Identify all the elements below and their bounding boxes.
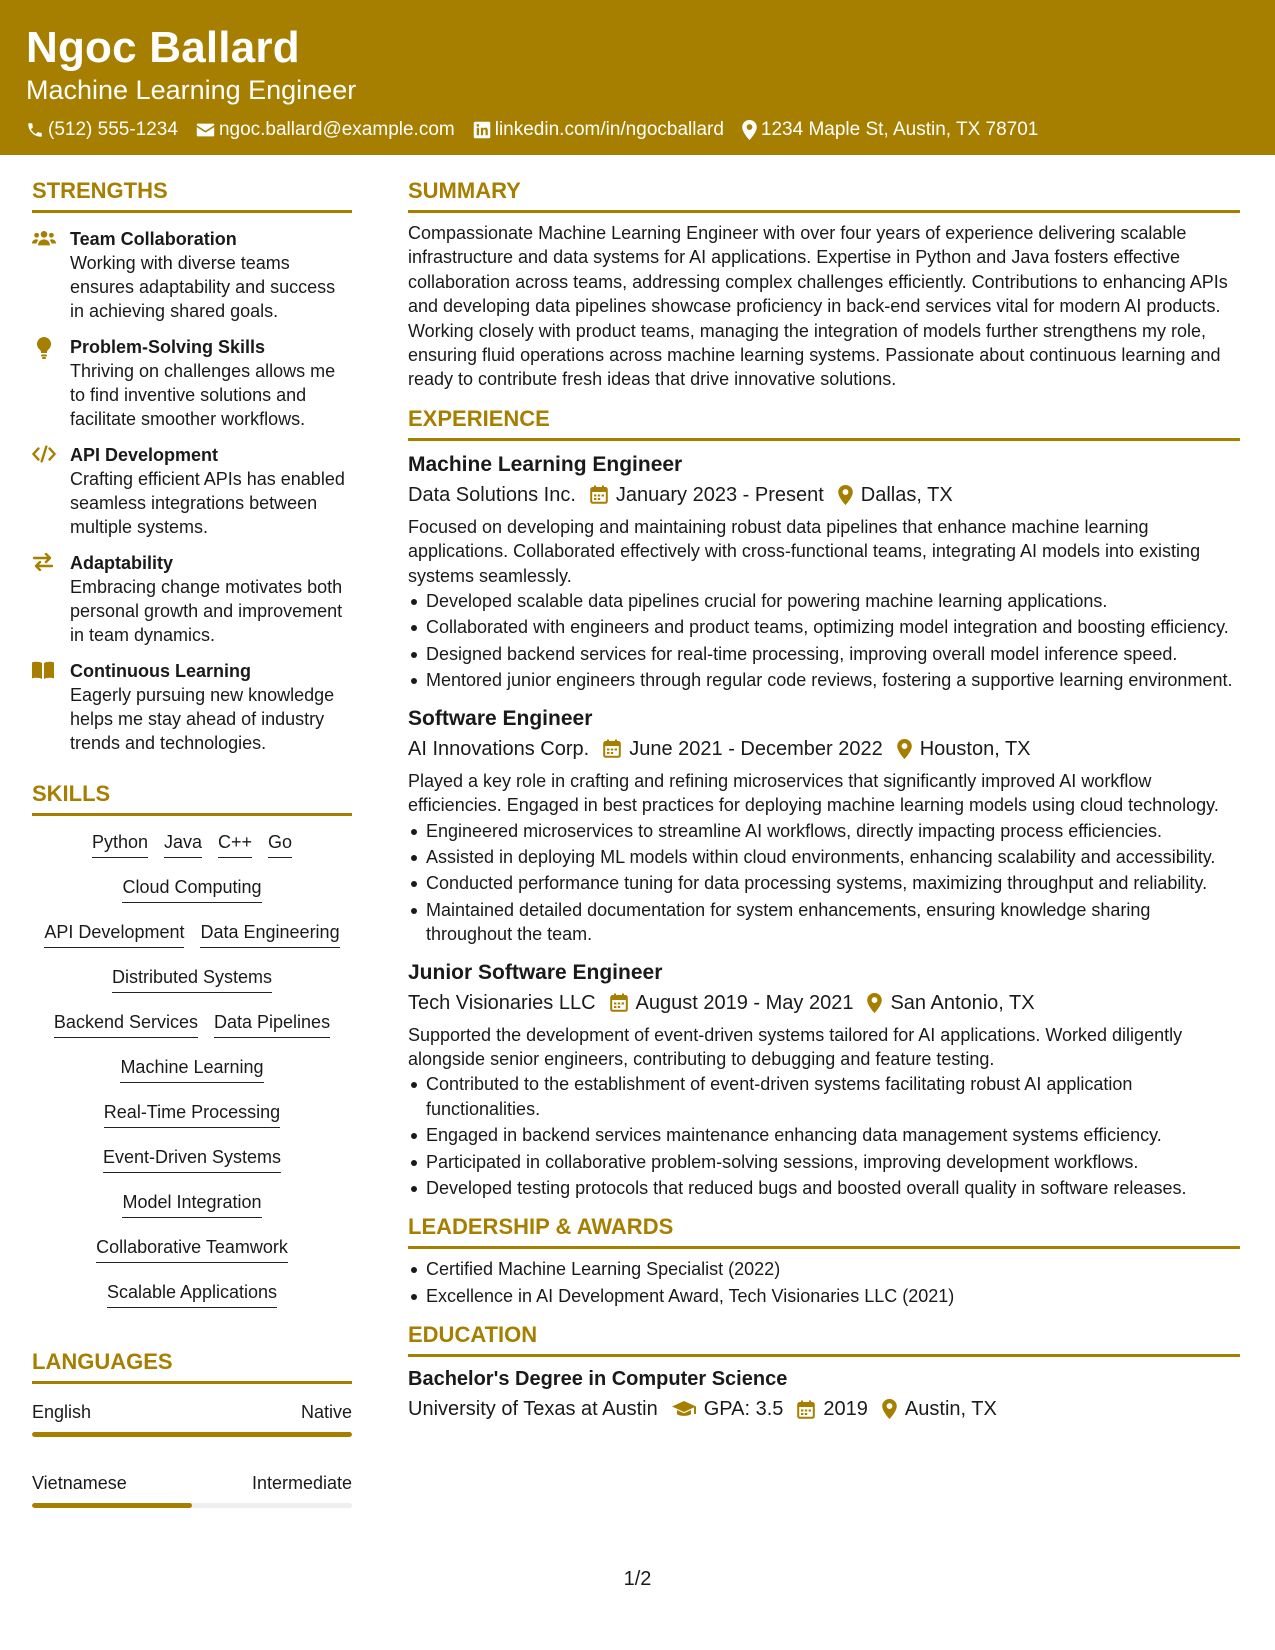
skill-row: [32, 1278, 352, 1323]
language-item: [32, 1400, 352, 1437]
education-entry: [408, 1365, 1240, 1423]
skill-chip: API Development: [44, 918, 184, 948]
job-title: Junior Software Engineer: [408, 960, 663, 984]
skill-row: [32, 873, 352, 918]
company-name: Tech Visionaries LLC: [408, 991, 596, 1014]
map-marker-icon: [742, 120, 757, 140]
job-bullet: Engaged in backend services maintenance enhancing data management systems efficiency.: [408, 1123, 1240, 1147]
page-number: 1/2: [623, 1568, 652, 1590]
location-text: Dallas, TX: [860, 483, 953, 506]
strength-title: Problem-Solving Skills: [70, 337, 266, 357]
linkedin-icon: [473, 121, 491, 139]
skill-row: [32, 918, 352, 963]
skills-list: [32, 828, 352, 1323]
skill-chip: Distributed Systems: [112, 963, 272, 993]
job-bullet: Developed scalable data pipelines crucial for powering machine learning applications.: [408, 589, 1240, 613]
lightbulb-icon: [36, 337, 52, 359]
education-meta: [408, 1395, 1240, 1423]
candidate-role: Machine Learning Engineer: [26, 75, 357, 105]
right-column: [408, 178, 1240, 1423]
language-name: English: [32, 1402, 92, 1422]
strengths-list: [32, 227, 352, 755]
language-item: [32, 1471, 352, 1508]
left-column: [32, 178, 352, 1508]
company-name: Data Solutions Inc.: [408, 483, 576, 506]
skill-chip: Event-Driven Systems: [103, 1143, 281, 1173]
skill-chip: Go: [268, 828, 292, 858]
skill-chip: Data Pipelines: [214, 1008, 330, 1038]
contact-email[interactable]: [196, 118, 455, 142]
strength-item: [32, 335, 352, 431]
contact-bar: [26, 118, 1275, 142]
skill-row: [32, 1053, 352, 1098]
job-dates: [590, 481, 824, 509]
skill-row: [32, 1233, 352, 1278]
languages-heading: LANGUAGES: [32, 1349, 352, 1384]
strength-item: [32, 443, 352, 539]
strength-description: Working with diverse teams ensures adaptability and success in achieving shared goals.: [70, 253, 336, 321]
job-meta: [408, 735, 1240, 763]
proficiency-bar: [32, 1503, 352, 1508]
strength-description: Crafting efficient APIs has enabled seamless integrations between multiple systems.: [70, 469, 345, 537]
job-description: Focused on developing and maintaining robust data pipelines that enhance machine learning applications. Collaborated effectively with cross-functional teams, integrating AI models into existing systems seamlessly.: [408, 516, 1201, 586]
strength-title: Team Collaboration: [70, 229, 237, 249]
envelope-icon: [196, 122, 215, 138]
language-level: Intermediate: [251, 1473, 352, 1493]
job-bullet: Collaborated with engineers and product teams, optimizing model integration and boosting efficiency.: [408, 615, 1240, 639]
strength-description: Embracing change motivates both personal growth and improvement in team dynamics.: [70, 577, 343, 645]
job-bullet: Developed testing protocols that reduced bugs and boosted overall quality in software releases.: [408, 1176, 1240, 1200]
proficiency-bar: [32, 1432, 352, 1437]
linkedin-text: linkedin.com/in/ngocballard: [494, 119, 724, 140]
strength-title: Continuous Learning: [70, 661, 251, 681]
education-location: [882, 1395, 997, 1423]
job-bullet: Engineered microservices to streamline AI workflows, directly impacting process efficiencies.: [408, 819, 1240, 843]
job-bullet: Assisted in deploying ML models within cloud environments, enhancing scalability and accessibility.: [408, 845, 1240, 869]
resume-header: [0, 0, 1275, 155]
skill-chip: Backend Services: [54, 1008, 198, 1038]
skill-chip: Machine Learning: [120, 1053, 263, 1083]
job-bullet: Designed backend services for real-time processing, improving overall model inference speed.: [408, 642, 1240, 666]
skill-chip: Model Integration: [122, 1188, 261, 1218]
contact-linkedin[interactable]: [473, 118, 724, 142]
contact-phone: [26, 118, 178, 142]
job-meta: [408, 989, 1240, 1017]
calendar-icon: [603, 739, 621, 758]
graduation-cap-icon: [672, 1400, 696, 1418]
book-icon: [32, 661, 54, 679]
degree-title: Bachelor's Degree in Computer Science: [408, 1368, 788, 1391]
skill-row: [32, 1008, 352, 1053]
email-text: ngoc.ballard@example.com: [218, 119, 455, 140]
job-dates: [603, 735, 883, 763]
proficiency-fill: [32, 1503, 192, 1508]
awards-heading: LEADERSHIP & AWARDS: [408, 1214, 1240, 1249]
contact-address: [742, 118, 1038, 142]
dates-text: August 2019 - May 2021: [635, 991, 854, 1014]
awards-list: [408, 1257, 1240, 1308]
job-location: [867, 989, 1034, 1017]
language-level: Native: [300, 1402, 352, 1422]
skill-row: [32, 1188, 352, 1233]
candidate-name: Ngoc Ballard: [26, 23, 300, 72]
education-heading: EDUCATION: [408, 1322, 1240, 1357]
job-bullet: Mentored junior engineers through regular code reviews, fostering a supportive learning environment.: [408, 668, 1240, 692]
dates-text: June 2021 - December 2022: [629, 737, 883, 760]
address-text: 1234 Maple St, Austin, TX 78701: [760, 119, 1039, 140]
job-bullets: [408, 1072, 1240, 1200]
calendar-icon: [590, 485, 608, 504]
job-location: [838, 481, 953, 509]
map-marker-icon: [882, 1399, 897, 1419]
strength-item: [32, 551, 352, 647]
strength-title: Adaptability: [70, 553, 174, 573]
strength-title: API Development: [70, 445, 219, 465]
skill-chip: Cloud Computing: [122, 873, 261, 903]
strength-description: Eagerly pursuing new knowledge helps me stay ahead of industry trends and technologies.: [70, 685, 335, 753]
skill-chip: Python: [92, 828, 148, 858]
skill-row: [32, 1143, 352, 1188]
phone-text: (512) 555-1234: [48, 119, 178, 140]
map-marker-icon: [867, 993, 882, 1013]
job-title: Machine Learning Engineer: [408, 452, 683, 476]
job-entry: [408, 451, 1240, 693]
education-gpa: [672, 1395, 784, 1423]
job-bullet: Maintained detailed documentation for system enhancements, ensuring knowledge sharing throughout the team.: [408, 898, 1240, 947]
award-item: Excellence in AI Development Award, Tech Visionaries LLC (2021): [408, 1284, 1240, 1308]
job-bullets: [408, 819, 1240, 947]
map-marker-icon: [838, 485, 853, 505]
summary-heading: SUMMARY: [408, 178, 1240, 213]
strength-description: Thriving on challenges allows me to find inventive solutions and facilitate smoother workflows.: [70, 361, 336, 429]
skill-chip: Real-Time Processing: [104, 1098, 280, 1128]
strengths-heading: STRENGTHS: [32, 178, 352, 213]
school-name: University of Texas at Austin: [408, 1398, 658, 1421]
exchange-icon: [32, 553, 54, 571]
location-text: San Antonio, TX: [890, 991, 1035, 1014]
skill-row: [32, 828, 352, 873]
job-entry: [408, 959, 1240, 1201]
job-location: [897, 735, 1031, 763]
proficiency-fill: [32, 1432, 352, 1437]
company-name: AI Innovations Corp.: [408, 737, 590, 760]
year-text: 2019: [823, 1398, 868, 1421]
dates-text: January 2023 - Present: [615, 483, 824, 506]
users-icon: [32, 229, 56, 247]
location-text: Austin, TX: [904, 1398, 997, 1421]
experience-list: [408, 451, 1240, 1201]
strength-item: [32, 659, 352, 755]
job-description: Played a key role in crafting and refining microservices that significantly improved AI workflow efficiencies. Engaged in best practices for deploying machine learning models using cloud technology.: [408, 770, 1219, 816]
calendar-icon: [610, 993, 628, 1012]
job-bullet: Participated in collaborative problem-solving sessions, improving development workflows.: [408, 1150, 1240, 1174]
code-icon: [32, 445, 56, 463]
job-description: Supported the development of event-driven systems tailored for AI applications. Worked diligently alongside senior engineers, contributing to debugging and feature testing.: [408, 1024, 1183, 1069]
award-item: Certified Machine Learning Specialist (2022): [408, 1257, 1240, 1281]
skill-chip: C++: [218, 828, 252, 858]
map-marker-icon: [897, 739, 912, 759]
experience-heading: EXPERIENCE: [408, 406, 1240, 441]
job-entry: [408, 705, 1240, 947]
job-bullets: [408, 589, 1240, 693]
job-title: Software Engineer: [408, 706, 593, 730]
skill-chip: Java: [164, 828, 202, 858]
skills-heading: SKILLS: [32, 781, 352, 816]
summary-text: Compassionate Machine Learning Engineer with over four years of experience delivering scalable infrastructure and data systems for AI applications. Expertise in Python and Java fosters effective collaboration across teams, addressing complex challenges efficiently. Contributions to enhancing APIs and developing data pipelines showcase proficiency in back-end services vital for modern AI products. Working closely with product teams, managing the integration of models further strengthens my role, ensuring fluid operations across machine learning systems. Passionate about continuous learning and ready to contribute fresh ideas that drive innovative solutions.: [408, 223, 1228, 390]
calendar-icon: [797, 1400, 815, 1419]
gpa-text: GPA: 3.5: [703, 1398, 784, 1421]
skill-chip: Data Engineering: [200, 918, 339, 948]
location-text: Houston, TX: [919, 737, 1031, 760]
skill-row: [32, 1098, 352, 1143]
strength-item: [32, 227, 352, 323]
job-bullet: Conducted performance tuning for data processing systems, maximizing throughput and reliability.: [408, 871, 1240, 895]
skill-row: [32, 963, 352, 1008]
job-meta: [408, 481, 1240, 509]
job-bullet: Contributed to the establishment of event-driven systems facilitating robust AI application functionalities.: [408, 1072, 1240, 1121]
job-dates: [610, 989, 854, 1017]
language-name: Vietnamese: [32, 1473, 127, 1493]
skill-chip: Scalable Applications: [107, 1278, 277, 1308]
education-year: [797, 1395, 868, 1423]
phone-icon: [26, 121, 44, 139]
skill-chip: Collaborative Teamwork: [96, 1233, 288, 1263]
